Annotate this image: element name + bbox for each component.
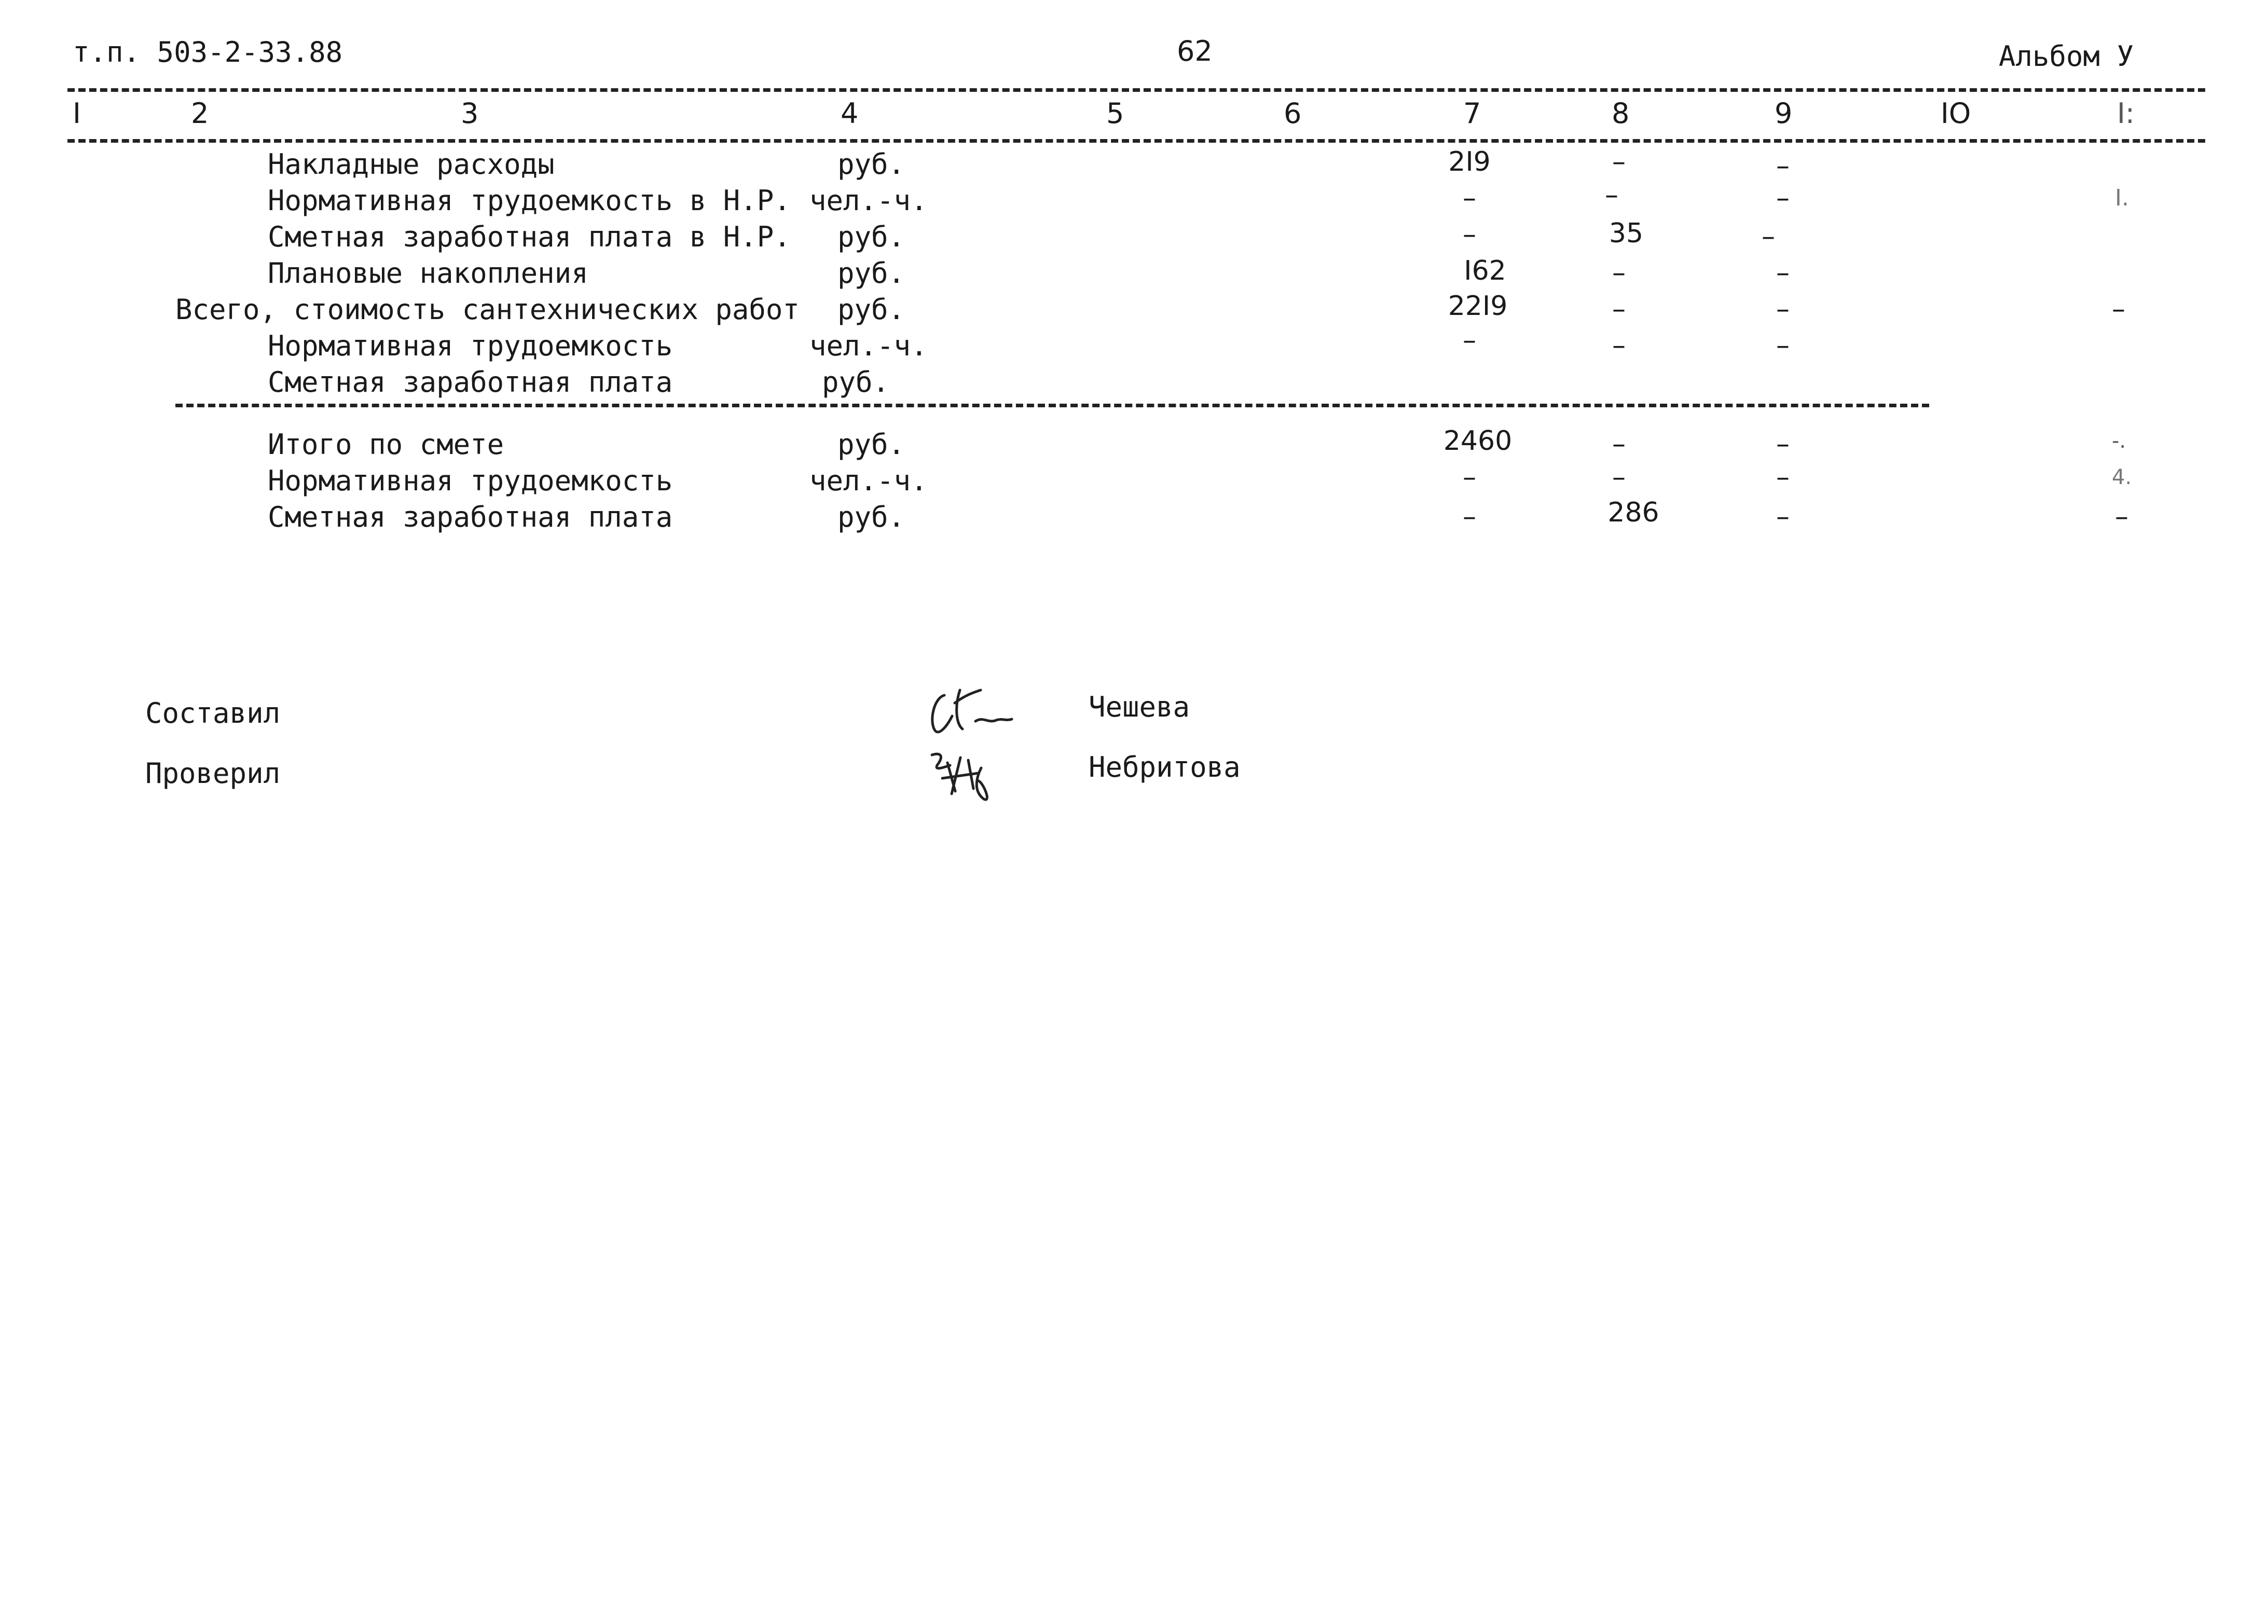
row-col7: – xyxy=(1463,501,1476,532)
row-col11: – xyxy=(2112,294,2125,325)
row-name: Сметная заработная плата xyxy=(268,501,673,533)
col-5-header: 5 xyxy=(1106,97,1124,130)
row-col9: – xyxy=(1776,150,1790,182)
subtotal-separator xyxy=(175,404,1929,407)
compiled-name: Чешева xyxy=(1089,691,1190,723)
row-col7: I62 xyxy=(1464,255,1506,286)
col-2-header: 2 xyxy=(191,97,209,130)
row-col11: I. xyxy=(2115,185,2129,211)
row-unit: чел.-ч. xyxy=(809,329,928,362)
row-unit: чел.-ч. xyxy=(809,464,928,497)
row-col11: – xyxy=(2115,501,2128,532)
row-name: Итого по смете xyxy=(268,428,504,461)
signature-compiled xyxy=(924,675,1017,742)
row-col7: 2460 xyxy=(1443,425,1513,457)
row-unit: руб. xyxy=(837,428,905,461)
row-col7: – xyxy=(1463,183,1476,214)
signature-checked xyxy=(922,742,1005,809)
col-6-header: 6 xyxy=(1284,97,1302,130)
row-col8: – xyxy=(1612,294,1626,325)
col-9-header: 9 xyxy=(1775,97,1793,130)
row-col8: – xyxy=(1612,146,1626,177)
row-unit: чел.-ч. xyxy=(809,184,928,217)
row-col8: – xyxy=(1612,257,1626,288)
header-bottom-rule xyxy=(67,139,2205,143)
row-name: Сметная заработная плата в Н.Р. xyxy=(268,221,791,253)
row-name: Нормативная трудоемкость xyxy=(268,329,673,362)
row-col11: -. xyxy=(2112,429,2126,453)
row-col7: – xyxy=(1463,325,1476,356)
row-col7: 2I9 xyxy=(1448,146,1491,177)
row-col9: – xyxy=(1762,221,1775,252)
col-11-header: I: xyxy=(2117,97,2135,130)
row-col8: 35 xyxy=(1609,218,1644,249)
col-7-header: 7 xyxy=(1463,97,1481,130)
compiled-label: Составил xyxy=(145,697,281,730)
col-8-header: 8 xyxy=(1612,97,1630,130)
row-unit: руб. xyxy=(837,293,905,326)
row-col9: – xyxy=(1776,429,1790,460)
row-col9: – xyxy=(1776,183,1790,214)
row-col8: – xyxy=(1612,330,1626,361)
row-col9: – xyxy=(1776,462,1790,493)
row-name: Сметная заработная плата xyxy=(268,366,673,398)
col-10-header: IO xyxy=(1941,97,1971,130)
row-col9: – xyxy=(1776,257,1790,288)
row-col7: – xyxy=(1463,219,1476,250)
col-4-header: 4 xyxy=(841,97,859,130)
row-name: Накладные расходы xyxy=(268,148,555,181)
row-col8: 286 xyxy=(1607,497,1659,528)
row-col8: – xyxy=(1612,462,1626,493)
row-name: Нормативная трудоемкость xyxy=(268,464,673,497)
row-col11: 4. xyxy=(2112,465,2132,489)
row-col9: – xyxy=(1776,501,1790,532)
row-name: Нормативная трудоемкость в Н.Р. xyxy=(268,184,791,217)
row-col8: – xyxy=(1605,180,1618,211)
checked-name: Небритова xyxy=(1089,751,1241,783)
row-col7: – xyxy=(1463,462,1476,493)
row-unit: руб. xyxy=(837,148,905,181)
row-name: Всего, стоимость сантехнических работ xyxy=(175,293,800,326)
row-col9: – xyxy=(1776,294,1790,325)
row-unit: руб. xyxy=(837,501,905,533)
row-col9: – xyxy=(1776,330,1790,361)
checked-label: Проверил xyxy=(145,757,281,790)
row-unit: руб. xyxy=(822,366,890,398)
doc-code: т.п. 503-2-33.88 xyxy=(73,36,343,68)
row-name: Плановые накопления xyxy=(268,257,588,290)
row-unit: руб. xyxy=(837,257,905,290)
col-3-header: 3 xyxy=(461,97,479,130)
row-unit: руб. xyxy=(837,221,905,253)
album-label: Альбом У xyxy=(1999,40,2134,73)
page-number: 62 xyxy=(1177,35,1213,67)
row-col8: – xyxy=(1612,429,1626,460)
col-1-header: I xyxy=(73,97,81,130)
row-col7: 22I9 xyxy=(1448,291,1508,322)
header-top-rule xyxy=(67,88,2205,92)
